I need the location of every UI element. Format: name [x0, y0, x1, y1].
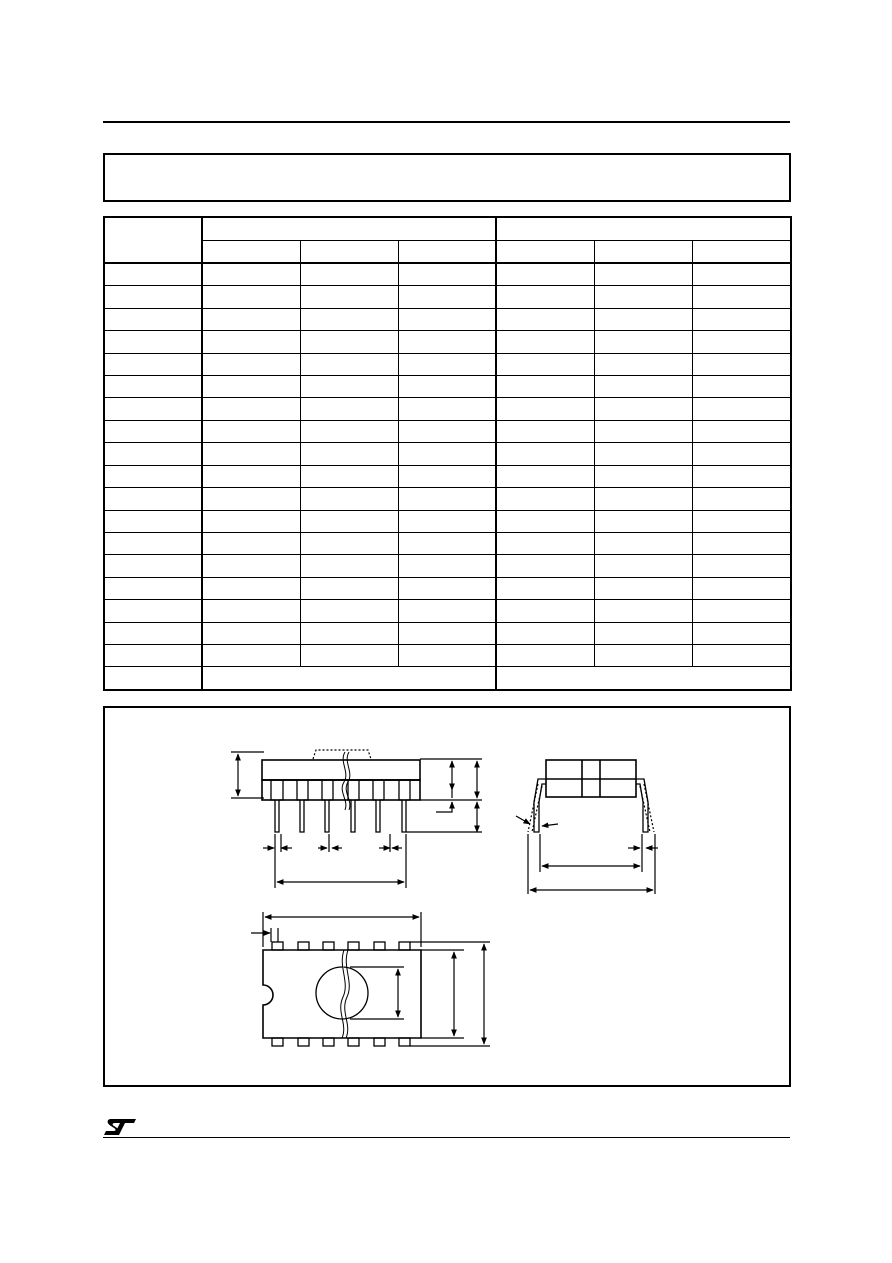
- package-outline-drawing: [105, 708, 793, 1089]
- value-cell: [300, 532, 398, 554]
- value-cell: [594, 622, 692, 644]
- table-row: [104, 420, 791, 442]
- table-row: [104, 331, 791, 353]
- value-cell: [496, 465, 594, 487]
- value-cell: [496, 375, 594, 397]
- value-cell: [398, 331, 496, 353]
- value-cell: [398, 622, 496, 644]
- value-cell: [398, 600, 496, 622]
- table-row: [104, 510, 791, 532]
- value-cell: [398, 510, 496, 532]
- merged-inch-cell: [496, 667, 791, 690]
- sub-header-mm-max: [398, 241, 496, 263]
- value-cell: [594, 398, 692, 420]
- value-cell: [398, 443, 496, 465]
- dim-header-cell: [104, 217, 202, 263]
- table-row-last: [104, 667, 791, 690]
- end-view: [516, 760, 658, 894]
- table-row: [104, 375, 791, 397]
- inch-group-header: [496, 217, 791, 241]
- value-cell: [692, 443, 791, 465]
- value-cell: [398, 308, 496, 330]
- dim-label-cell: [104, 443, 202, 465]
- value-cell: [202, 645, 300, 667]
- value-cell: [692, 622, 791, 644]
- value-cell: [692, 510, 791, 532]
- value-cell: [496, 645, 594, 667]
- value-cell: [692, 577, 791, 599]
- value-cell: [692, 375, 791, 397]
- value-cell: [496, 600, 594, 622]
- value-cell: [202, 308, 300, 330]
- value-cell: [692, 263, 791, 286]
- value-cell: [398, 555, 496, 577]
- table-row: [104, 622, 791, 644]
- value-cell: [300, 600, 398, 622]
- value-cell: [398, 286, 496, 308]
- value-cell: [496, 555, 594, 577]
- value-cell: [300, 308, 398, 330]
- top-rule: [103, 121, 790, 123]
- value-cell: [300, 286, 398, 308]
- value-cell: [398, 420, 496, 442]
- table-row: [104, 443, 791, 465]
- value-cell: [300, 353, 398, 375]
- dim-label-cell: [104, 577, 202, 599]
- value-cell: [202, 532, 300, 554]
- value-cell: [398, 263, 496, 286]
- dim-label-cell: [104, 398, 202, 420]
- mechanical-data-table: [103, 216, 792, 691]
- sub-header-inch-typ: [594, 241, 692, 263]
- value-cell: [202, 510, 300, 532]
- table-row: [104, 645, 791, 667]
- top-view: [251, 912, 490, 1046]
- value-cell: [300, 645, 398, 667]
- table-body: [104, 263, 791, 690]
- sub-header-mm-min: [202, 241, 300, 263]
- value-cell: [300, 465, 398, 487]
- table-row: [104, 600, 791, 622]
- table-row: [104, 532, 791, 554]
- value-cell: [496, 353, 594, 375]
- dim-label-cell: [104, 420, 202, 442]
- value-cell: [692, 308, 791, 330]
- value-cell: [202, 443, 300, 465]
- dim-label-cell: [104, 286, 202, 308]
- table-row: [104, 308, 791, 330]
- value-cell: [202, 398, 300, 420]
- table-row: [104, 353, 791, 375]
- value-cell: [398, 375, 496, 397]
- value-cell: [300, 398, 398, 420]
- value-cell: [594, 375, 692, 397]
- value-cell: [202, 622, 300, 644]
- table-row: [104, 555, 791, 577]
- value-cell: [300, 375, 398, 397]
- value-cell: [496, 532, 594, 554]
- value-cell: [398, 532, 496, 554]
- value-cell: [594, 645, 692, 667]
- side-view: [231, 750, 482, 888]
- value-cell: [300, 443, 398, 465]
- value-cell: [594, 577, 692, 599]
- value-cell: [594, 488, 692, 510]
- dim-label-cell: [104, 600, 202, 622]
- value-cell: [202, 555, 300, 577]
- value-cell: [300, 622, 398, 644]
- value-cell: [300, 577, 398, 599]
- table-row: [104, 263, 791, 286]
- value-cell: [594, 443, 692, 465]
- value-cell: [398, 645, 496, 667]
- mm-group-header: [202, 217, 496, 241]
- dim-label-cell: [104, 465, 202, 487]
- table-row: [104, 465, 791, 487]
- sub-header-inch-min: [496, 241, 594, 263]
- dim-label-cell: [104, 375, 202, 397]
- value-cell: [398, 398, 496, 420]
- value-cell: [692, 286, 791, 308]
- value-cell: [202, 420, 300, 442]
- value-cell: [692, 353, 791, 375]
- bottom-rule: [103, 1137, 790, 1138]
- package-title-box: [103, 153, 791, 202]
- dim-label-cell: [104, 308, 202, 330]
- value-cell: [594, 420, 692, 442]
- dim-label-cell: [104, 263, 202, 286]
- value-cell: [594, 263, 692, 286]
- value-cell: [398, 353, 496, 375]
- value-cell: [202, 577, 300, 599]
- value-cell: [496, 420, 594, 442]
- value-cell: [692, 398, 791, 420]
- table-row: [104, 398, 791, 420]
- sub-header-mm-typ: [300, 241, 398, 263]
- value-cell: [594, 600, 692, 622]
- table-row: [104, 488, 791, 510]
- value-cell: [202, 286, 300, 308]
- value-cell: [300, 331, 398, 353]
- table-row: [104, 286, 791, 308]
- value-cell: [692, 532, 791, 554]
- dim-label-cell: [104, 510, 202, 532]
- value-cell: [594, 465, 692, 487]
- value-cell: [300, 420, 398, 442]
- value-cell: [496, 398, 594, 420]
- value-cell: [692, 555, 791, 577]
- value-cell: [300, 263, 398, 286]
- value-cell: [692, 331, 791, 353]
- dim-label-cell: [104, 331, 202, 353]
- value-cell: [300, 488, 398, 510]
- value-cell: [692, 465, 791, 487]
- value-cell: [202, 600, 300, 622]
- value-cell: [692, 645, 791, 667]
- value-cell: [594, 555, 692, 577]
- value-cell: [594, 353, 692, 375]
- value-cell: [398, 465, 496, 487]
- value-cell: [692, 600, 791, 622]
- value-cell: [398, 577, 496, 599]
- dim-label-cell: [104, 488, 202, 510]
- dim-label-cell: [104, 645, 202, 667]
- value-cell: [594, 331, 692, 353]
- value-cell: [496, 308, 594, 330]
- dim-label-cell: [104, 622, 202, 644]
- value-cell: [594, 532, 692, 554]
- dim-label-cell: [104, 532, 202, 554]
- value-cell: [692, 488, 791, 510]
- package-drawing-box: [103, 706, 791, 1087]
- st-logo-icon: [103, 1117, 137, 1137]
- value-cell: [496, 286, 594, 308]
- value-cell: [496, 443, 594, 465]
- value-cell: [496, 488, 594, 510]
- value-cell: [398, 488, 496, 510]
- value-cell: [202, 465, 300, 487]
- value-cell: [300, 510, 398, 532]
- value-cell: [202, 331, 300, 353]
- value-cell: [496, 331, 594, 353]
- value-cell: [202, 263, 300, 286]
- value-cell: [300, 555, 398, 577]
- value-cell: [594, 286, 692, 308]
- value-cell: [202, 353, 300, 375]
- dim-label-cell: [104, 667, 202, 690]
- merged-mm-cell: [202, 667, 496, 690]
- dim-label-cell: [104, 555, 202, 577]
- table-row: [104, 577, 791, 599]
- value-cell: [496, 510, 594, 532]
- value-cell: [496, 622, 594, 644]
- value-cell: [202, 488, 300, 510]
- value-cell: [594, 308, 692, 330]
- value-cell: [202, 375, 300, 397]
- dim-label-cell: [104, 353, 202, 375]
- value-cell: [496, 263, 594, 286]
- value-cell: [692, 420, 791, 442]
- sub-header-inch-max: [692, 241, 791, 263]
- value-cell: [594, 510, 692, 532]
- value-cell: [496, 577, 594, 599]
